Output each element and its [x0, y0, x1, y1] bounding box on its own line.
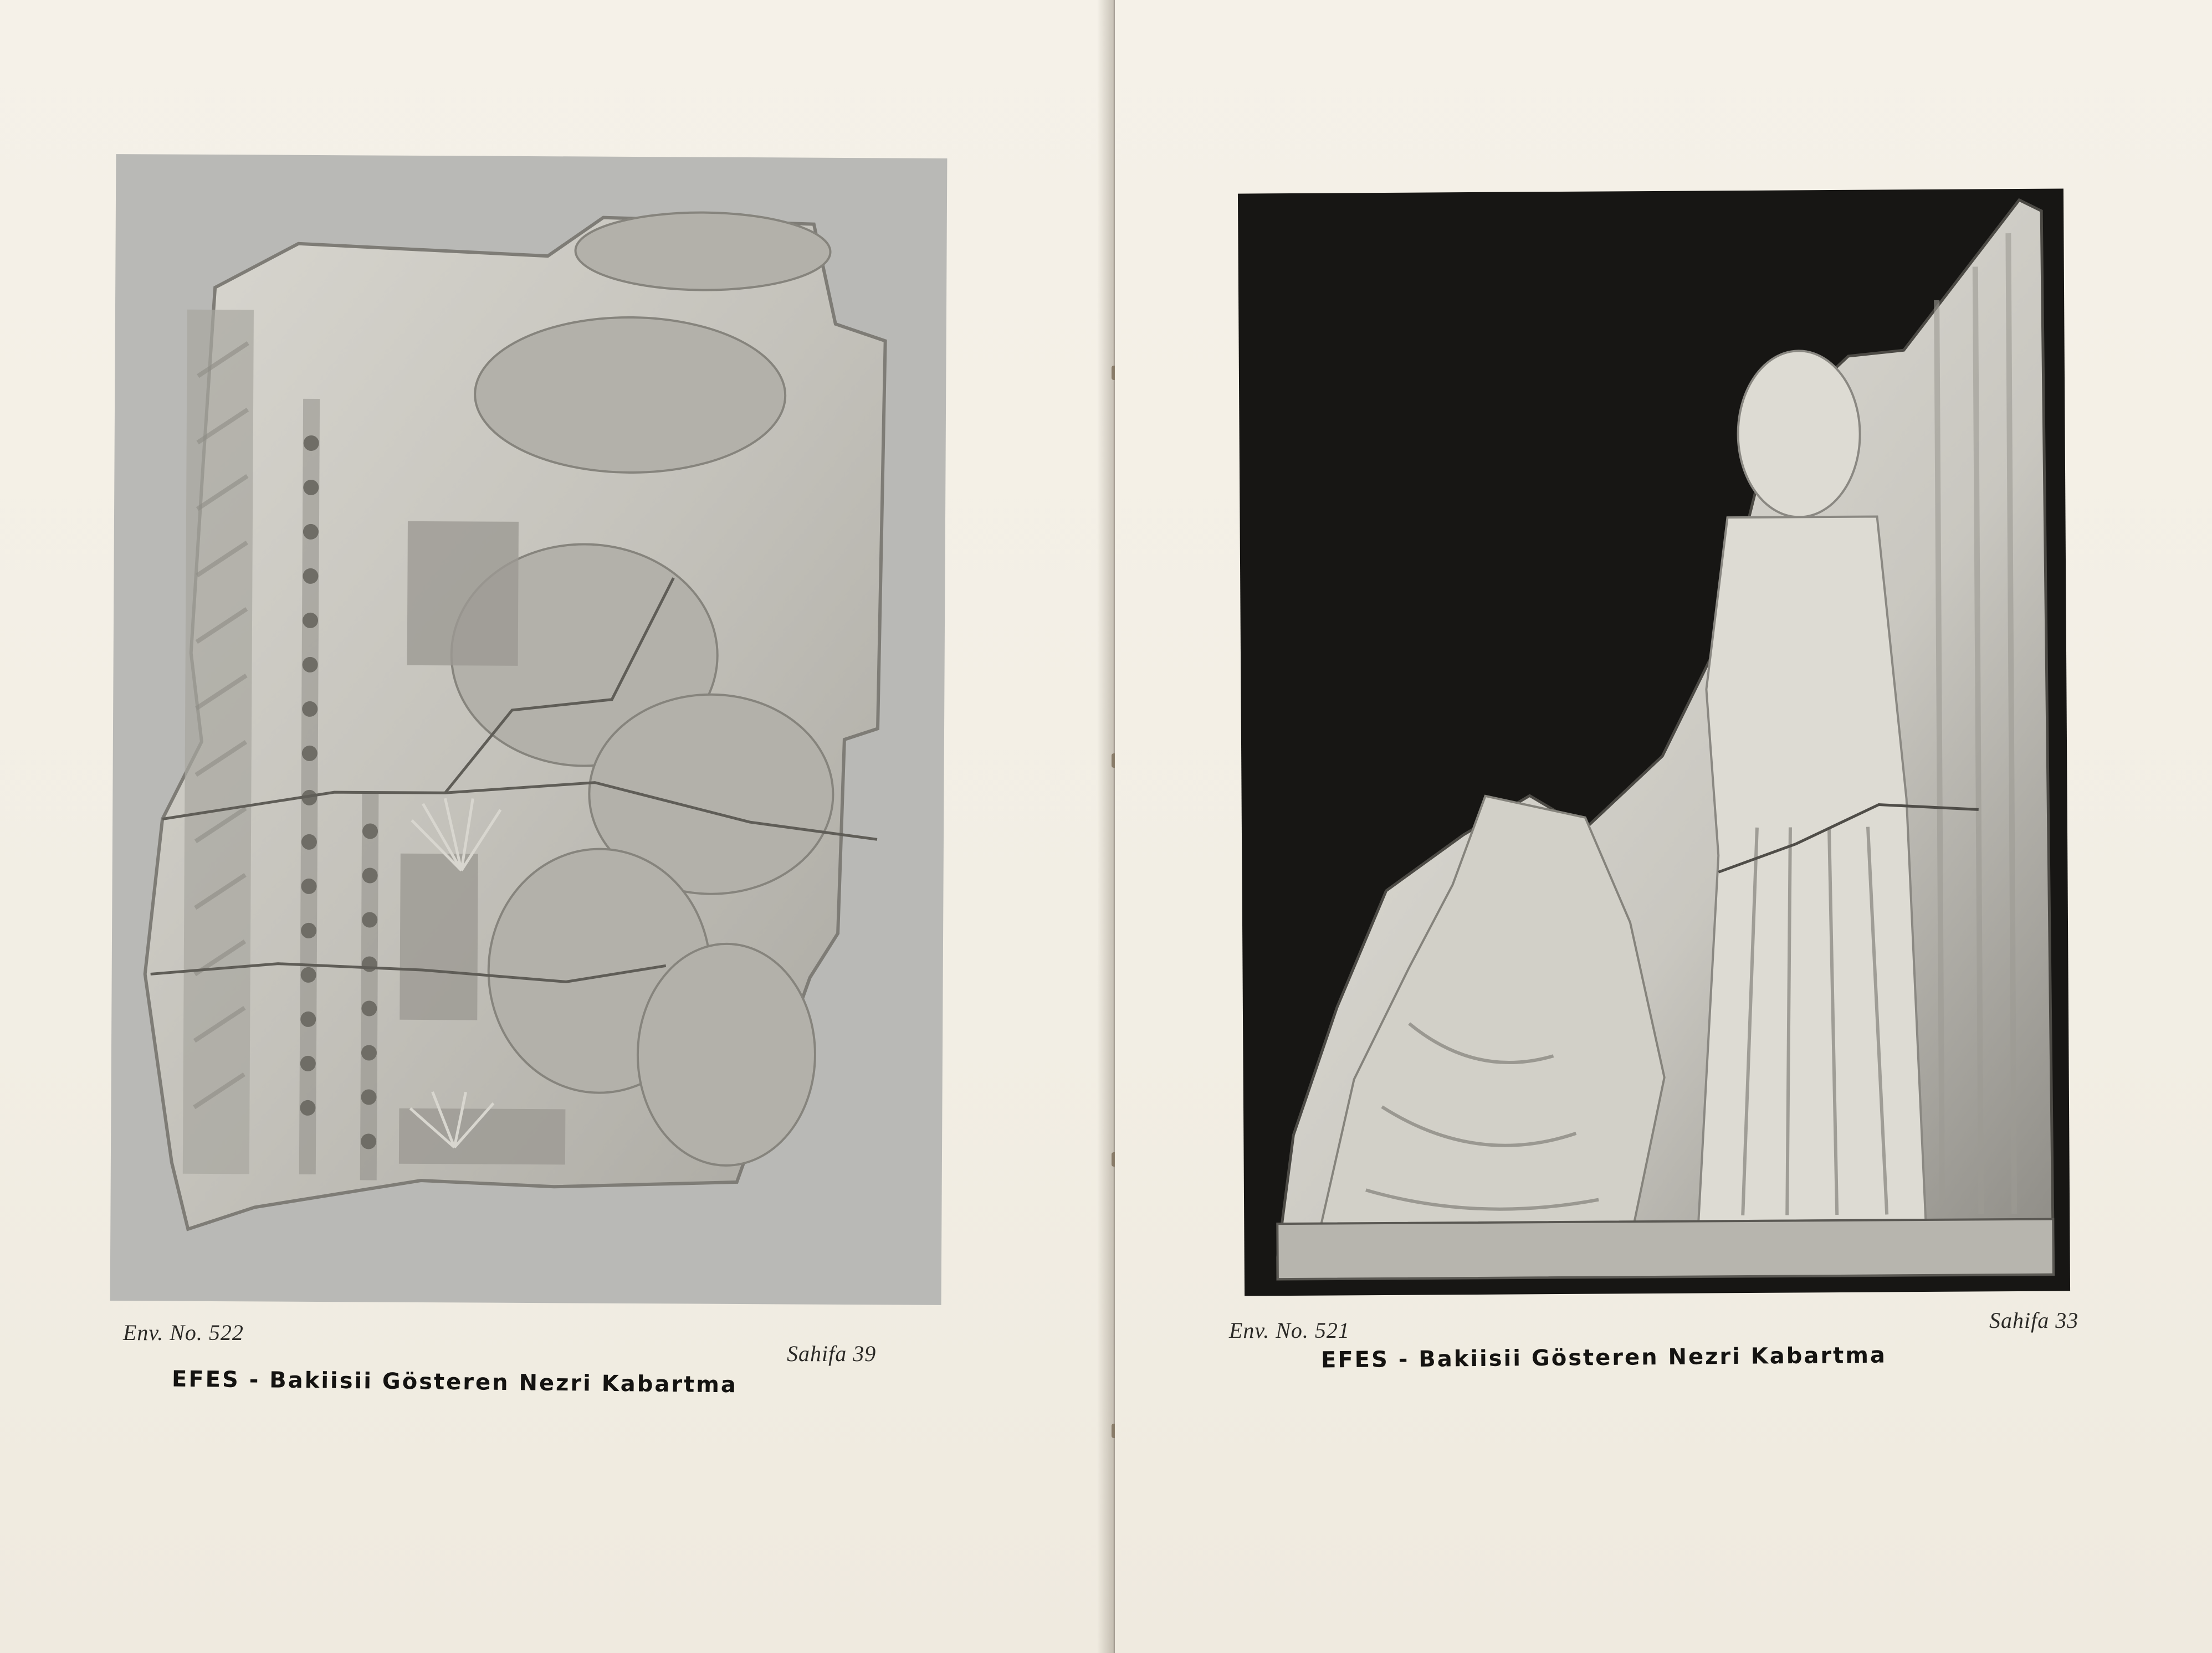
plate-caption-title: EFES - Bakiisii Gösteren Nezri Kabartma	[171, 1366, 738, 1398]
plate-caption-title: EFES - Bakiisii Gösteren Nezri Kabartma	[1320, 1342, 1887, 1373]
relief-521-illustration	[1238, 188, 2070, 1296]
page-reference: Sahifa 33	[1989, 1308, 2079, 1333]
relief-photo-521	[1238, 188, 2070, 1296]
relief-522-illustration	[110, 154, 948, 1305]
inventory-number: Env. No. 521	[1229, 1318, 1350, 1343]
page-reference: Sahifa 39	[787, 1341, 877, 1366]
inventory-number: Env. No. 522	[123, 1320, 244, 1345]
relief-photo-522	[110, 154, 948, 1305]
